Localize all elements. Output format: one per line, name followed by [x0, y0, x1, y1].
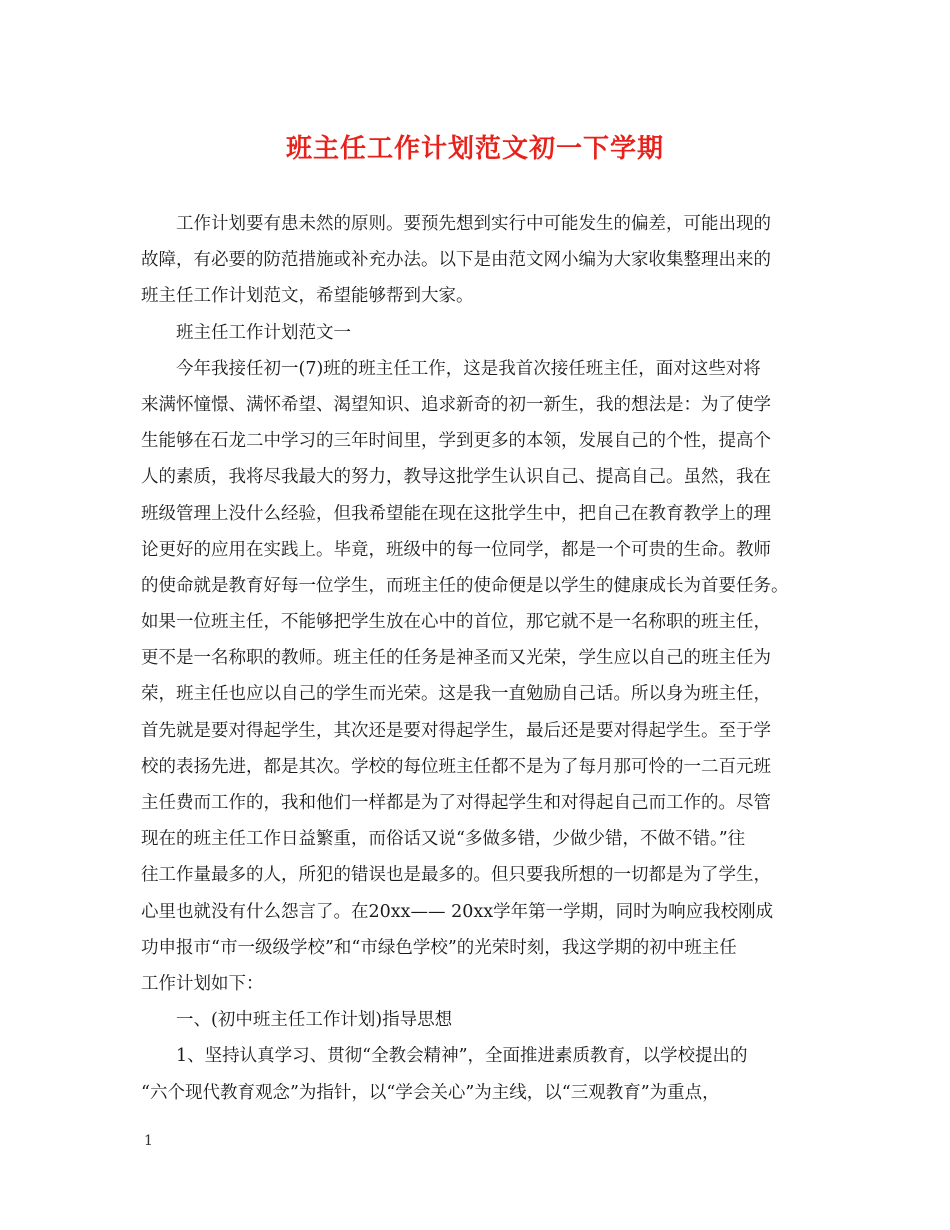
document-title: 班主任工作计划范文初一下学期 — [285, 134, 664, 164]
body-line: 荣，班主任也应以自己的学生而光荣。这是我一直勉励自己话。所以身为班主任， — [141, 684, 771, 705]
body-line: 现在的班主任工作日益繁重，而俗话又说“多做多错，少做少错，不做不错。”往 — [141, 829, 746, 850]
body-line: 今年我接任初一(7)班的班主任工作，这是我首次接任班主任，面对这些对将 — [141, 358, 761, 379]
body-line: 心里也就没有什么怨言了。在20xx—— 20xx学年第一学期，同时为响应我校刚成 — [141, 901, 774, 922]
body-line: “六个现代教育观念”为指针，以“学会关心”为主线，以“三观教育”为重点， — [141, 1082, 720, 1103]
body-line: 主任费而工作的，我和他们一样都是为了对得起学生和对得起自己而工作的。尽管 — [141, 793, 771, 813]
body-line: 班级管理上没什么经验，但我希望能在现在这批学生中，把自己在教育教学上的理 — [141, 503, 771, 524]
body-line: 人的素质，我将尽我最大的努力，教导这批学生认识自己、提高自己。虽然，我在 — [141, 467, 771, 488]
body-line: 工作计划要有患未然的原则。要预先想到实行中可能发生的偏差，可能出现的 — [141, 214, 771, 234]
body-line: 来满怀憧憬、满怀希望、渴望知识、追求新奇的初一新生，我的想法是：为了使学 — [141, 394, 771, 415]
body-line: 往工作量最多的人，所犯的错误也是最多的。但只要我所想的一切都是为了学生， — [141, 865, 771, 886]
body-line: 班主任工作计划范文，希望能够帮到大家。 — [141, 286, 474, 307]
page-number: 1 — [144, 1133, 153, 1149]
body-line: 首先就是要对得起学生，其次还是要对得起学生，最后还是要对得起学生。至于学 — [141, 720, 771, 741]
body-line: 生能够在石龙二中学习的三年时间里，学到更多的本领，发展自己的个性，提高个 — [141, 431, 771, 452]
section-heading: 一、(初中班主任工作计划)指导思想 — [141, 1010, 453, 1031]
body-line: 的使命就是教育好每一位学生，而班主任的使命便是以学生的健康成长为首要任务。 — [141, 575, 789, 596]
body-line: 1、坚持认真学习、贯彻“全教会精神”，全面推进素质教育，以学校提出的 — [141, 1046, 748, 1067]
body-line: 更不是一名称职的教师。班主任的任务是神圣而又光荣，学生应以自己的班主任为 — [141, 648, 771, 669]
body-line: 功申报市“市一级级学校”和“市绿色学校”的光荣时刻，我这学期的初中班主任 — [141, 937, 737, 958]
body-line: 校的表扬先进，都是其次。学校的每位班主任都不是为了每月那可怜的一二百元班 — [141, 756, 771, 777]
body-line: 论更好的应用在实践上。毕竟，班级中的每一位同学，都是一个可贵的生命。教师 — [141, 539, 771, 560]
document-body — [141, 206, 813, 1111]
body-line: 工作计划如下： — [141, 973, 264, 994]
body-line: 如果一位班主任，不能够把学生放在心中的首位，那它就不是一名称职的班主任， — [141, 612, 771, 633]
body-line: 故障，有必要的防范措施或补充办法。以下是由范文网小编为大家收集整理出来的 — [141, 250, 771, 271]
section-heading: 班主任工作计划范文一 — [141, 322, 351, 343]
